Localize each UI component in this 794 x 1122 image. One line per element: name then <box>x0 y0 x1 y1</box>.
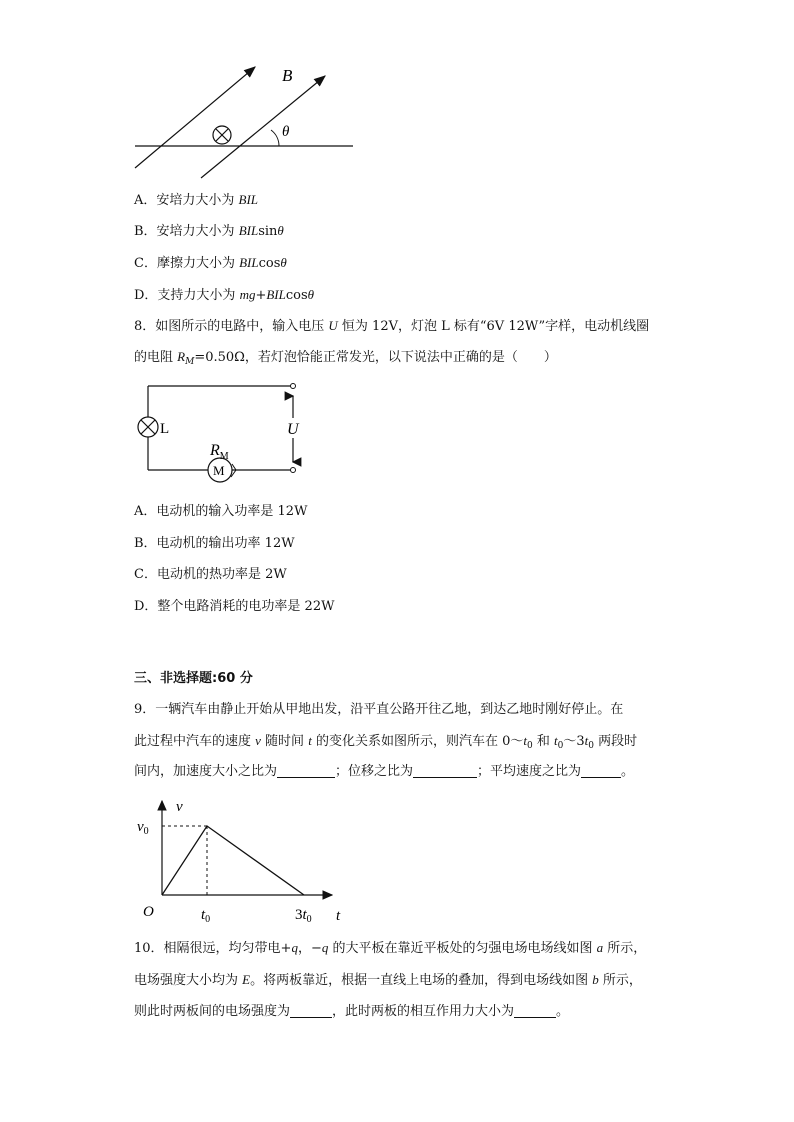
answer-blank-2[interactable] <box>413 764 477 778</box>
q9-stem-line2: 此过程中汽车的速度 v 随时间 t 的变化关系如图所示，则汽车在 $0\sim t_0$ 和 $t_0\sim 3t_0$ 两段时 <box>134 733 638 751</box>
origin-label: O <box>143 904 154 920</box>
q10-stem-line3: 则此时两板间的电场强度为 ，此时两板的相互作用力大小为 。 <box>134 1004 570 1019</box>
3t0-label: $3t_0$ <box>295 907 312 925</box>
figure-circuit <box>130 378 310 488</box>
q8-stem-line2: 的电阻 $R_M=0.50\Omega$，若灯泡恰能正常发光，以下说法中正确的是（ ） <box>134 349 557 367</box>
section-title: 三、非选择题:60 分 <box>134 671 253 686</box>
q8-option-b: B．电动机的输出功率 12W <box>134 536 295 551</box>
terminal-top <box>291 384 296 389</box>
label-B: B <box>282 66 293 85</box>
figure-magnetic-field <box>125 60 365 185</box>
lamp-label: L <box>160 421 170 437</box>
q8-option-c: C．电动机的热功率是 2W <box>134 567 287 582</box>
answer-blank-3[interactable] <box>581 764 621 778</box>
motor-label: M <box>213 463 225 478</box>
q8-option-a: A．电动机的输入功率是 12W <box>134 504 308 519</box>
q7-option-b: B．安培力大小为 BILsinθ <box>134 223 284 239</box>
field-line-left <box>135 67 255 168</box>
current-into-page-icon <box>213 126 231 144</box>
q9-stem-line3: 间内，加速度大小之比为 ；位移之比为 ；平均速度之比为 。 <box>134 764 635 779</box>
v-axis-label: v <box>176 799 183 815</box>
q10-stem-line1: 10．相隔很远，均匀带电+q，−q 的大平板在靠近平板处的匀强电场电场线如图 a 所示， <box>134 940 647 956</box>
q9-stem-line1: 9．一辆汽车由静止开始从甲地出发，沿平直公路开往乙地，到达乙地时刚好停止。在 <box>134 702 624 717</box>
answer-blank-5[interactable] <box>514 1004 556 1018</box>
figure-velocity-time-graph <box>132 795 357 925</box>
t-axis-label: t <box>336 908 341 924</box>
voltage-label: U <box>287 421 299 438</box>
field-line-right <box>201 76 325 178</box>
q10-stem-line2: 电场强度大小均为 E。将两板靠近，根据一直线上电场的叠加，得到电场线如图 b 所示， <box>134 972 642 988</box>
q7-option-d: D．支持力大小为 mg+BILcosθ <box>134 287 315 303</box>
terminal-bottom <box>291 468 296 473</box>
lamp-icon <box>138 417 158 437</box>
q7-option-c: C．摩擦力大小为 BILcosθ <box>134 255 287 271</box>
t0-label: $t_0$ <box>201 907 211 925</box>
angle-arc <box>271 130 279 146</box>
q8-stem-line1: 8．如图所示的电路中，输入电压 U 恒为 12V，灯泡 L 标有“6V 12W”字样，电动机线圈 <box>134 318 650 334</box>
velocity-curve <box>162 826 304 895</box>
q8-option-d: D．整个电路消耗的电功率是 22W <box>134 599 335 614</box>
label-theta: θ <box>282 124 290 140</box>
v0-label: $v_0$ <box>137 819 149 837</box>
motor-resistance-label: $R_M$ <box>210 442 229 462</box>
q7-option-a: A．安培力大小为 BIL <box>134 192 259 208</box>
answer-blank-4[interactable] <box>290 1004 332 1018</box>
answer-blank-1[interactable] <box>277 764 335 778</box>
